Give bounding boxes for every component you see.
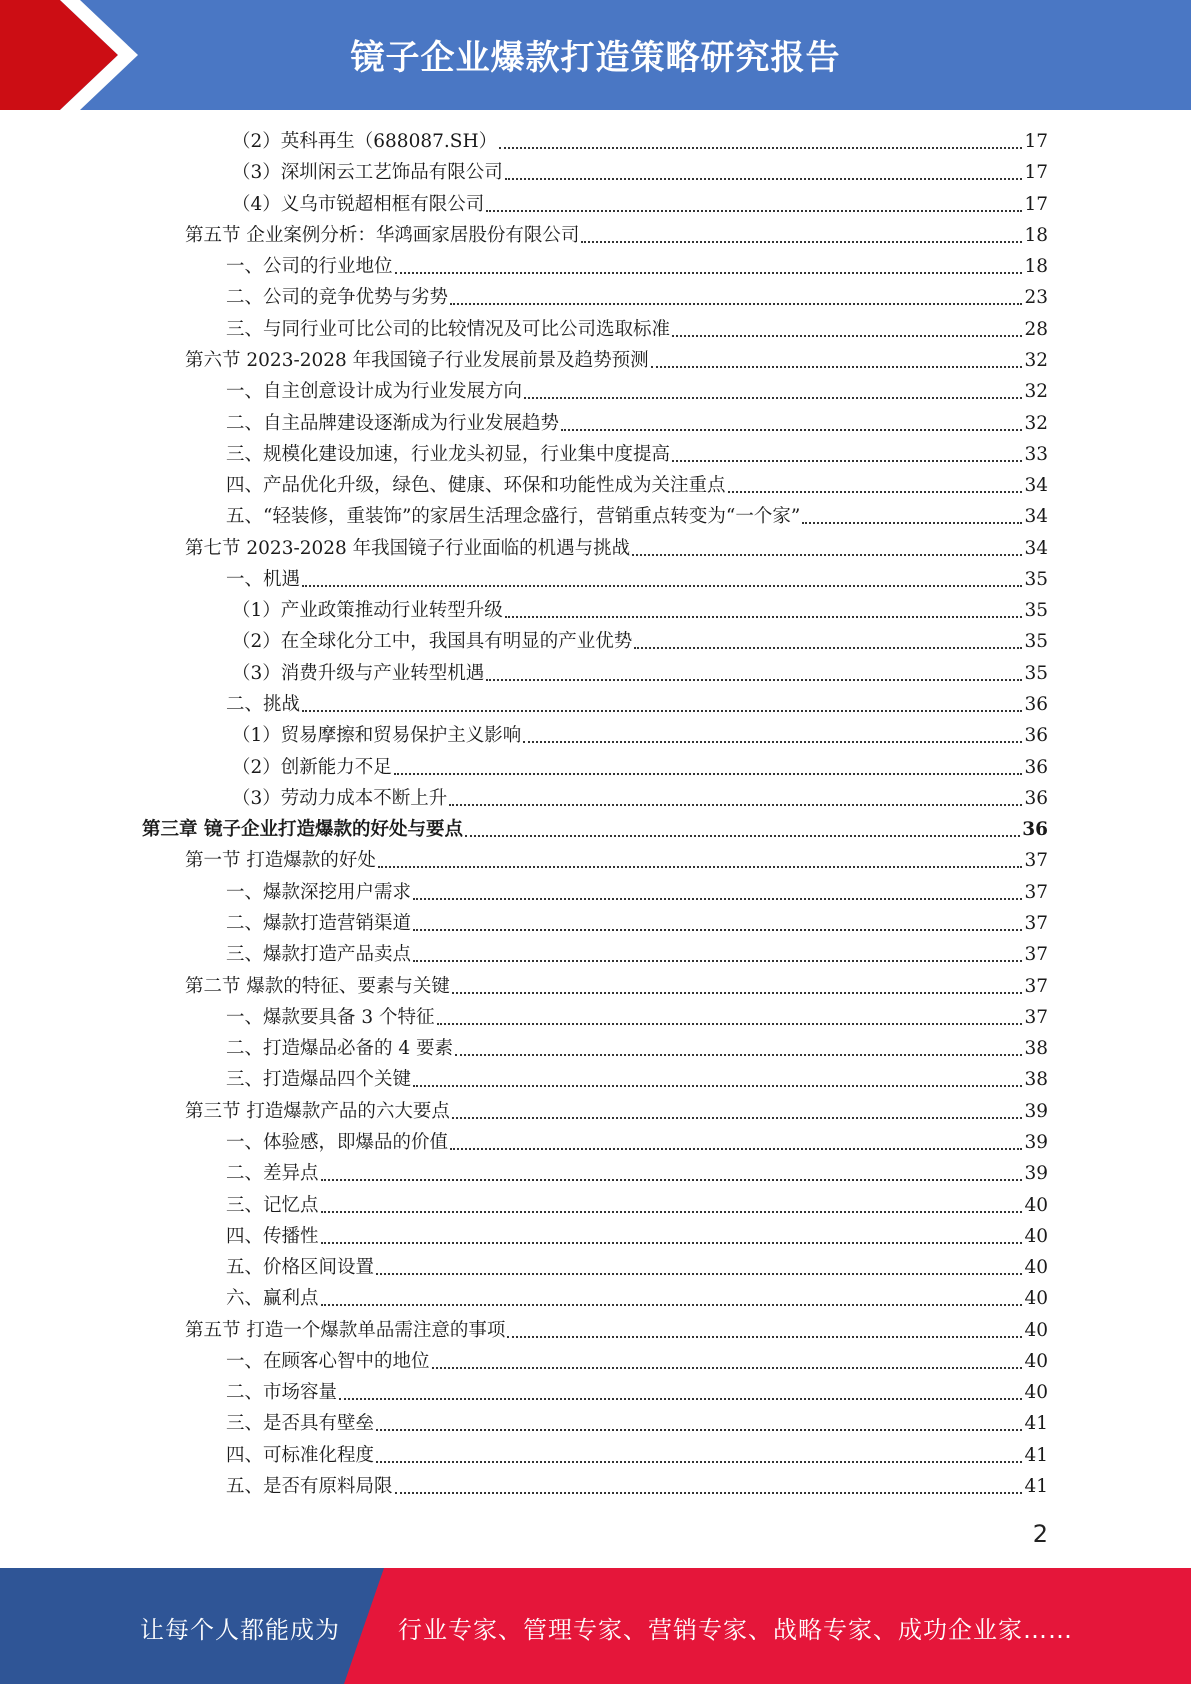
toc-entry-title: 三、爆款打造产品卖点: [226, 944, 412, 966]
toc-entry-title: （3）劳动力成本不断上升: [232, 787, 448, 809]
toc-entry-page: 41: [1024, 1444, 1048, 1466]
toc-entry-title: 三、与同行业可比公司的比较情况及可比公司选取标准: [226, 318, 671, 340]
toc-entry-title: 五、是否有原料局限: [226, 1476, 393, 1498]
toc-dot-leader: [394, 773, 1023, 775]
report-title: 镜子企业爆款打造策略研究报告: [350, 38, 841, 78]
toc-dot-leader: [505, 178, 1023, 180]
toc-entry-page: 39: [1024, 1100, 1048, 1122]
toc-entry-page: 18: [1024, 224, 1048, 246]
toc-entry[interactable]: [232, 126, 1048, 157]
toc-entry[interactable]: [226, 908, 1048, 939]
toc-entry-title: （1）产业政策推动行业转型升级: [232, 600, 503, 622]
toc-entry-page: 35: [1024, 662, 1048, 684]
toc-dot-leader: [321, 1242, 1023, 1244]
toc-entry-title: 二、市场容量: [226, 1382, 338, 1404]
toc-entry-page: 36: [1024, 725, 1048, 747]
toc-entry-title: 一、机遇: [226, 568, 301, 590]
toc-entry-page: 34: [1024, 537, 1048, 559]
toc-entry[interactable]: [226, 1346, 1048, 1377]
toc-entry-page: 32: [1024, 349, 1048, 371]
toc-entry-title: （2）英科再生（688087.SH）: [232, 131, 498, 152]
toc-entry[interactable]: [142, 814, 1048, 845]
toc-entry-title: 第六节 2023-2028 年我国镜子行业发展前景及趋势预测: [185, 349, 649, 371]
toc-dot-leader: [651, 366, 1023, 368]
toc-entry-title: 二、自主品牌建设逐渐成为行业发展趋势: [226, 412, 560, 434]
toc-dot-leader: [302, 585, 1022, 587]
page-number: 2: [1032, 1520, 1048, 1548]
toc-entry[interactable]: [185, 1315, 1048, 1346]
toc-entry-title: 第七节 2023-2028 年我国镜子行业面临的机遇与挑战: [185, 537, 631, 559]
toc-entry-title: 第五节 打造一个爆款单品需注意的事项: [185, 1319, 506, 1341]
toc-entry[interactable]: [185, 845, 1048, 876]
toc-dot-leader: [321, 1179, 1023, 1181]
toc-entry[interactable]: [232, 658, 1048, 689]
toc-entry-page: 40: [1024, 1288, 1048, 1310]
toc-dot-leader: [450, 303, 1022, 305]
toc-entry[interactable]: [226, 1064, 1048, 1095]
toc-dot-leader: [581, 241, 1022, 243]
toc-entry[interactable]: [185, 971, 1048, 1002]
toc-entry-title: 一、在顾客心智中的地位: [226, 1350, 430, 1372]
toc-entry-title: 第三节 打造爆款产品的六大要点: [185, 1100, 450, 1122]
toc-dot-leader: [486, 679, 1022, 681]
toc-entry-page: 17: [1024, 131, 1048, 152]
toc-entry-page: 40: [1024, 1319, 1048, 1341]
toc-entry-page: 39: [1024, 1163, 1048, 1185]
toc-entry-page: 37: [1024, 1006, 1048, 1028]
toc-entry-page: 40: [1024, 1194, 1048, 1216]
toc-entry-title: 一、爆款深挖用户需求: [226, 881, 412, 903]
toc-entry-page: 40: [1024, 1257, 1048, 1279]
toc-entry[interactable]: [185, 533, 1048, 564]
toc-entry-title: 二、差异点: [226, 1163, 319, 1185]
toc-entry-page: 37: [1024, 850, 1048, 872]
toc-entry-page: 18: [1024, 256, 1048, 278]
toc-entry-title: 一、爆款要具备 3 个特征: [226, 1006, 435, 1028]
toc-entry[interactable]: [232, 720, 1048, 751]
toc-dot-leader: [455, 1054, 1022, 1056]
toc-dot-leader: [465, 835, 1020, 837]
toc-entry-page: 40: [1024, 1382, 1048, 1404]
toc-entry[interactable]: [185, 1096, 1048, 1127]
toc-entry-page: 17: [1024, 193, 1048, 215]
toc-entry-page: 37: [1024, 913, 1048, 934]
toc-entry[interactable]: [226, 689, 1048, 720]
toc-dot-leader: [507, 1336, 1022, 1338]
toc-entry-title: 第一节 打造爆款的好处: [185, 850, 376, 872]
toc-entry[interactable]: [226, 376, 1048, 407]
toc-entry[interactable]: [232, 189, 1048, 220]
toc-dot-leader: [395, 272, 1023, 274]
page-footer: [0, 1568, 1191, 1684]
footer-slogan-left: 让每个人都能成为: [140, 1616, 340, 1644]
toc-entry[interactable]: [232, 783, 1048, 814]
toc-dot-leader: [321, 1211, 1023, 1213]
toc-entry[interactable]: [226, 1252, 1048, 1283]
toc-entry-title: （1）贸易摩擦和贸易保护主义影响: [232, 725, 522, 747]
toc-dot-leader: [432, 1367, 1023, 1369]
toc-entry-title: 一、体验感，即爆品的价值: [226, 1131, 449, 1153]
toc-dot-leader: [449, 804, 1022, 806]
toc-dot-leader: [728, 491, 1023, 493]
toc-entry[interactable]: [226, 939, 1048, 970]
toc-dot-leader: [413, 929, 1022, 931]
toc-entry-title: 二、爆款打造营销渠道: [226, 913, 412, 934]
toc-entry[interactable]: [226, 251, 1048, 282]
toc-entry-page: 37: [1024, 975, 1048, 997]
toc-dot-leader: [452, 1117, 1023, 1119]
toc-dot-leader: [339, 1398, 1022, 1400]
toc-dot-leader: [321, 1304, 1023, 1306]
toc-entry[interactable]: [226, 1221, 1048, 1252]
toc-entry-page: 40: [1024, 1350, 1048, 1372]
toc-entry-page: 37: [1024, 944, 1048, 966]
toc-entry[interactable]: [226, 1127, 1048, 1158]
toc-entry[interactable]: [232, 752, 1048, 783]
toc-entry-title: 第二节 爆款的特征、要素与关键: [185, 975, 450, 997]
toc-entry-page: 40: [1024, 1225, 1048, 1247]
toc-entry-page: 35: [1024, 600, 1048, 622]
toc-entry-page: 34: [1024, 506, 1048, 528]
toc-entry-page: 33: [1024, 443, 1048, 465]
toc-entry-title: 三、打造爆品四个关键: [226, 1069, 412, 1091]
toc-entry-title: （3）消费升级与产业转型机遇: [232, 662, 485, 684]
toc-dot-leader: [378, 866, 1023, 868]
toc-entry[interactable]: [226, 877, 1048, 908]
toc-entry[interactable]: [226, 408, 1048, 439]
toc-entry-title: 二、挑战: [226, 694, 301, 716]
toc-entry-title: （4）义乌市锐超相框有限公司: [232, 193, 485, 215]
toc-dot-leader: [376, 1429, 1022, 1431]
toc-entry-page: 36: [1022, 819, 1048, 841]
toc-dot-leader: [450, 1148, 1022, 1150]
toc-entry[interactable]: [226, 564, 1048, 595]
toc-entry[interactable]: [185, 220, 1048, 251]
toc-entry-page: 35: [1024, 568, 1048, 590]
toc-entry-page: 36: [1024, 787, 1048, 809]
toc-entry-page: 41: [1024, 1413, 1048, 1435]
toc-dot-leader: [672, 460, 1022, 462]
toc-entry-title: （3）深圳闲云工艺饰品有限公司: [232, 162, 503, 184]
toc-entry[interactable]: [226, 501, 1048, 532]
toc-dot-leader: [302, 710, 1022, 712]
toc-entry[interactable]: [226, 1002, 1048, 1033]
toc-entry-page: 36: [1024, 756, 1048, 778]
toc-dot-leader: [523, 741, 1022, 743]
toc-entry[interactable]: [226, 314, 1048, 345]
toc-dot-leader: [376, 1273, 1022, 1275]
toc-entry[interactable]: [226, 282, 1048, 313]
toc-entry-page: 34: [1024, 475, 1048, 497]
toc-dot-leader: [376, 1461, 1022, 1463]
toc-entry[interactable]: [226, 1190, 1048, 1221]
toc-entry-page: 41: [1024, 1476, 1048, 1498]
toc-dot-leader: [395, 1492, 1023, 1494]
toc-dot-leader: [632, 554, 1022, 556]
toc-dot-leader: [413, 898, 1022, 900]
toc-entry-title: 三、是否具有壁垒: [226, 1413, 375, 1435]
toc-dot-leader: [499, 147, 1022, 149]
toc-dot-leader: [486, 210, 1022, 212]
toc-entry[interactable]: [226, 1440, 1048, 1471]
toc-entry-title: 五、“轻装修，重装饰”的家居生活理念盛行，营销重点转变为“一个家”: [226, 506, 801, 528]
toc-entry-title: 二、打造爆品必备的 4 要素: [226, 1038, 454, 1060]
toc-entry[interactable]: [232, 595, 1048, 626]
toc-dot-leader: [524, 397, 1022, 399]
toc-entry-page: 35: [1024, 631, 1048, 653]
toc-dot-leader: [561, 429, 1022, 431]
footer-slogan-right: 行业专家、管理专家、营销专家、战略专家、成功企业家……: [398, 1616, 1073, 1644]
toc-entry-title: 五、价格区间设置: [226, 1257, 375, 1279]
toc-entry[interactable]: [226, 1283, 1048, 1314]
toc-dot-leader: [802, 522, 1022, 524]
toc-entry[interactable]: [226, 470, 1048, 501]
toc-dot-leader: [634, 647, 1022, 649]
toc-entry[interactable]: [226, 1033, 1048, 1064]
toc-dot-leader: [672, 335, 1022, 337]
toc-entry-title: 第五节 企业案例分析：华鸿画家居股份有限公司: [185, 224, 580, 246]
toc-entry[interactable]: [226, 1408, 1048, 1439]
toc-entry-page: 32: [1024, 412, 1048, 434]
toc-entry[interactable]: [226, 1471, 1048, 1502]
toc-entry-title: 一、自主创意设计成为行业发展方向: [226, 381, 523, 403]
toc-entry[interactable]: [232, 626, 1048, 657]
toc-dot-leader: [437, 1023, 1023, 1025]
toc-entry[interactable]: [185, 345, 1048, 376]
toc-entry-title: （2）在全球化分工中，我国具有明显的产业优势: [232, 631, 633, 653]
toc-entry-title: 四、可标准化程度: [226, 1444, 375, 1466]
toc-entry-title: 一、公司的行业地位: [226, 256, 393, 278]
toc-entry-title: 二、公司的竞争优势与劣势: [226, 287, 449, 309]
toc-entry-title: 六、赢利点: [226, 1288, 319, 1310]
toc-entry-title: 四、产品优化升级，绿色、健康、环保和功能性成为关注重点: [226, 475, 726, 497]
toc-entry-page: 36: [1024, 694, 1048, 716]
toc-entry[interactable]: [226, 1158, 1048, 1189]
toc-entry-title: 四、传播性: [226, 1225, 319, 1247]
toc-entry-title: （2）创新能力不足: [232, 756, 392, 778]
toc-entry-page: 17: [1024, 162, 1048, 184]
toc-entry[interactable]: [226, 439, 1048, 470]
toc-entry-page: 39: [1024, 1131, 1048, 1153]
toc-entry-title: 三、规模化建设加速，行业龙头初显，行业集中度提高: [226, 443, 671, 465]
toc-entry-title: 三、记忆点: [226, 1194, 319, 1216]
toc-entry-page: 32: [1024, 381, 1048, 403]
toc-entry-page: 38: [1024, 1038, 1048, 1060]
page-header: [0, 0, 1191, 110]
toc-dot-leader: [505, 616, 1023, 618]
toc-entry-page: 38: [1024, 1069, 1048, 1091]
toc-entry[interactable]: [232, 157, 1048, 188]
toc-entry[interactable]: [226, 1377, 1048, 1408]
toc-dot-leader: [452, 992, 1023, 994]
toc-entry-page: 37: [1024, 881, 1048, 903]
toc-entry-page: 28: [1024, 318, 1048, 340]
toc-dot-leader: [413, 960, 1022, 962]
toc-dot-leader: [413, 1085, 1022, 1087]
toc-entry-title: 第三章 镜子企业打造爆款的好处与要点: [142, 819, 463, 841]
toc-entry-page: 23: [1024, 287, 1048, 309]
